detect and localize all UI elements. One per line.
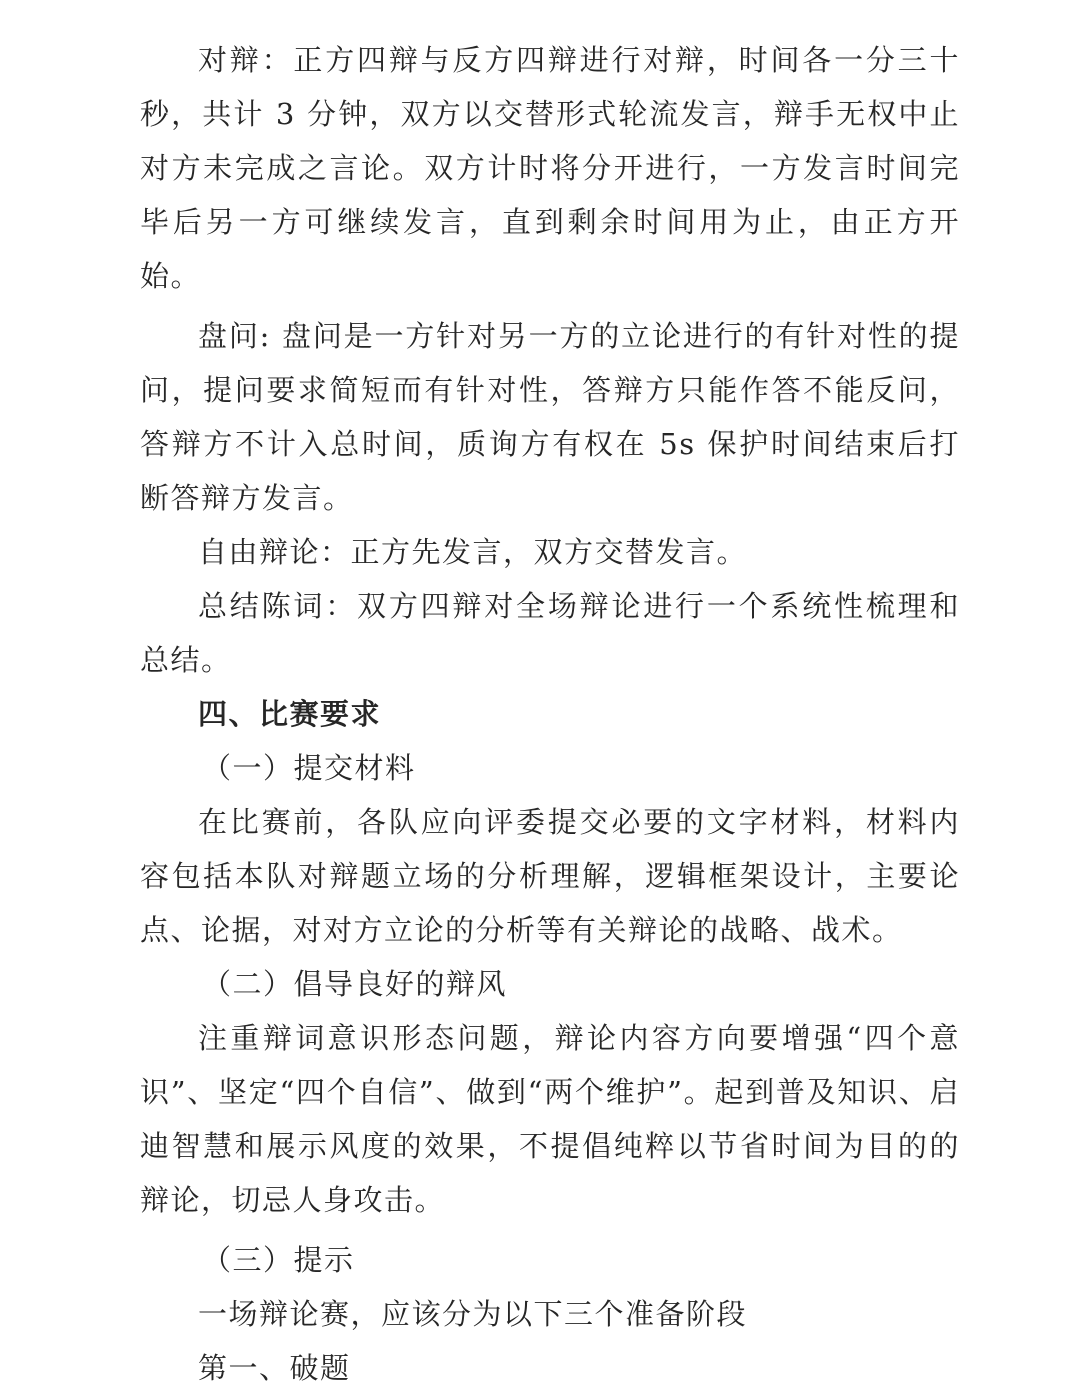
paragraph-three-stages: 一场辩论赛，应该分为以下三个准备阶段 — [198, 1297, 748, 1331]
document-page — [140, 33, 960, 1395]
subheading-debate-style: （二）倡导良好的辩风 — [202, 967, 508, 1001]
paragraph-closing-statement: 总结陈词：双方四辩对全场辩论进行一个系统性梳理和总结。 — [140, 589, 960, 677]
paragraph-debate-style: 注重辩词意识形态问题，辩论内容方向要增强“四个意识”、坚定“四个自信”、做到“两个维护”。起到普及知识、启迪智慧和展示风度的效果，不提倡纯粹以节省时间为目的的辩论，切忌人身攻击。 — [140, 1021, 960, 1217]
subheading-tips: （三）提示 — [202, 1243, 355, 1277]
paragraph-free-debate: 自由辩论：正方先发言，双方交替发言。 — [198, 535, 748, 569]
section-heading-requirements: 四、比赛要求 — [198, 697, 382, 731]
paragraph-stage-one: 第一、破题 — [198, 1351, 351, 1385]
subheading-submit-materials: （一）提交材料 — [202, 751, 416, 785]
paragraph-materials: 在比赛前，各队应向评委提交必要的文字材料，材料内容包括本队对辩题立场的分析理解，逻辑框架设计，主要论点、论据，对对方立论的分析等有关辩论的战略、战术。 — [140, 805, 960, 947]
paragraph-dui-bian: 对辩：正方四辩与反方四辩进行对辩，时间各一分三十秒，共计 3 分钟，双方以交替形式轮流发言，辩手无权中止对方未完成之言论。双方计时将分开进行，一方发言时间完毕后另一方可继续发言，直到剩余时间用为止，由正方开始。 — [140, 43, 960, 293]
paragraph-pan-wen: 盘问: 盘问是一方针对另一方的立论进行的有针对性的提问，提问要求简短而有针对性，答辩方只能作答不能反问，答辩方不计入总时间，质询方有权在 5s 保护时间结束后打断答辩方发言。 — [140, 319, 960, 515]
